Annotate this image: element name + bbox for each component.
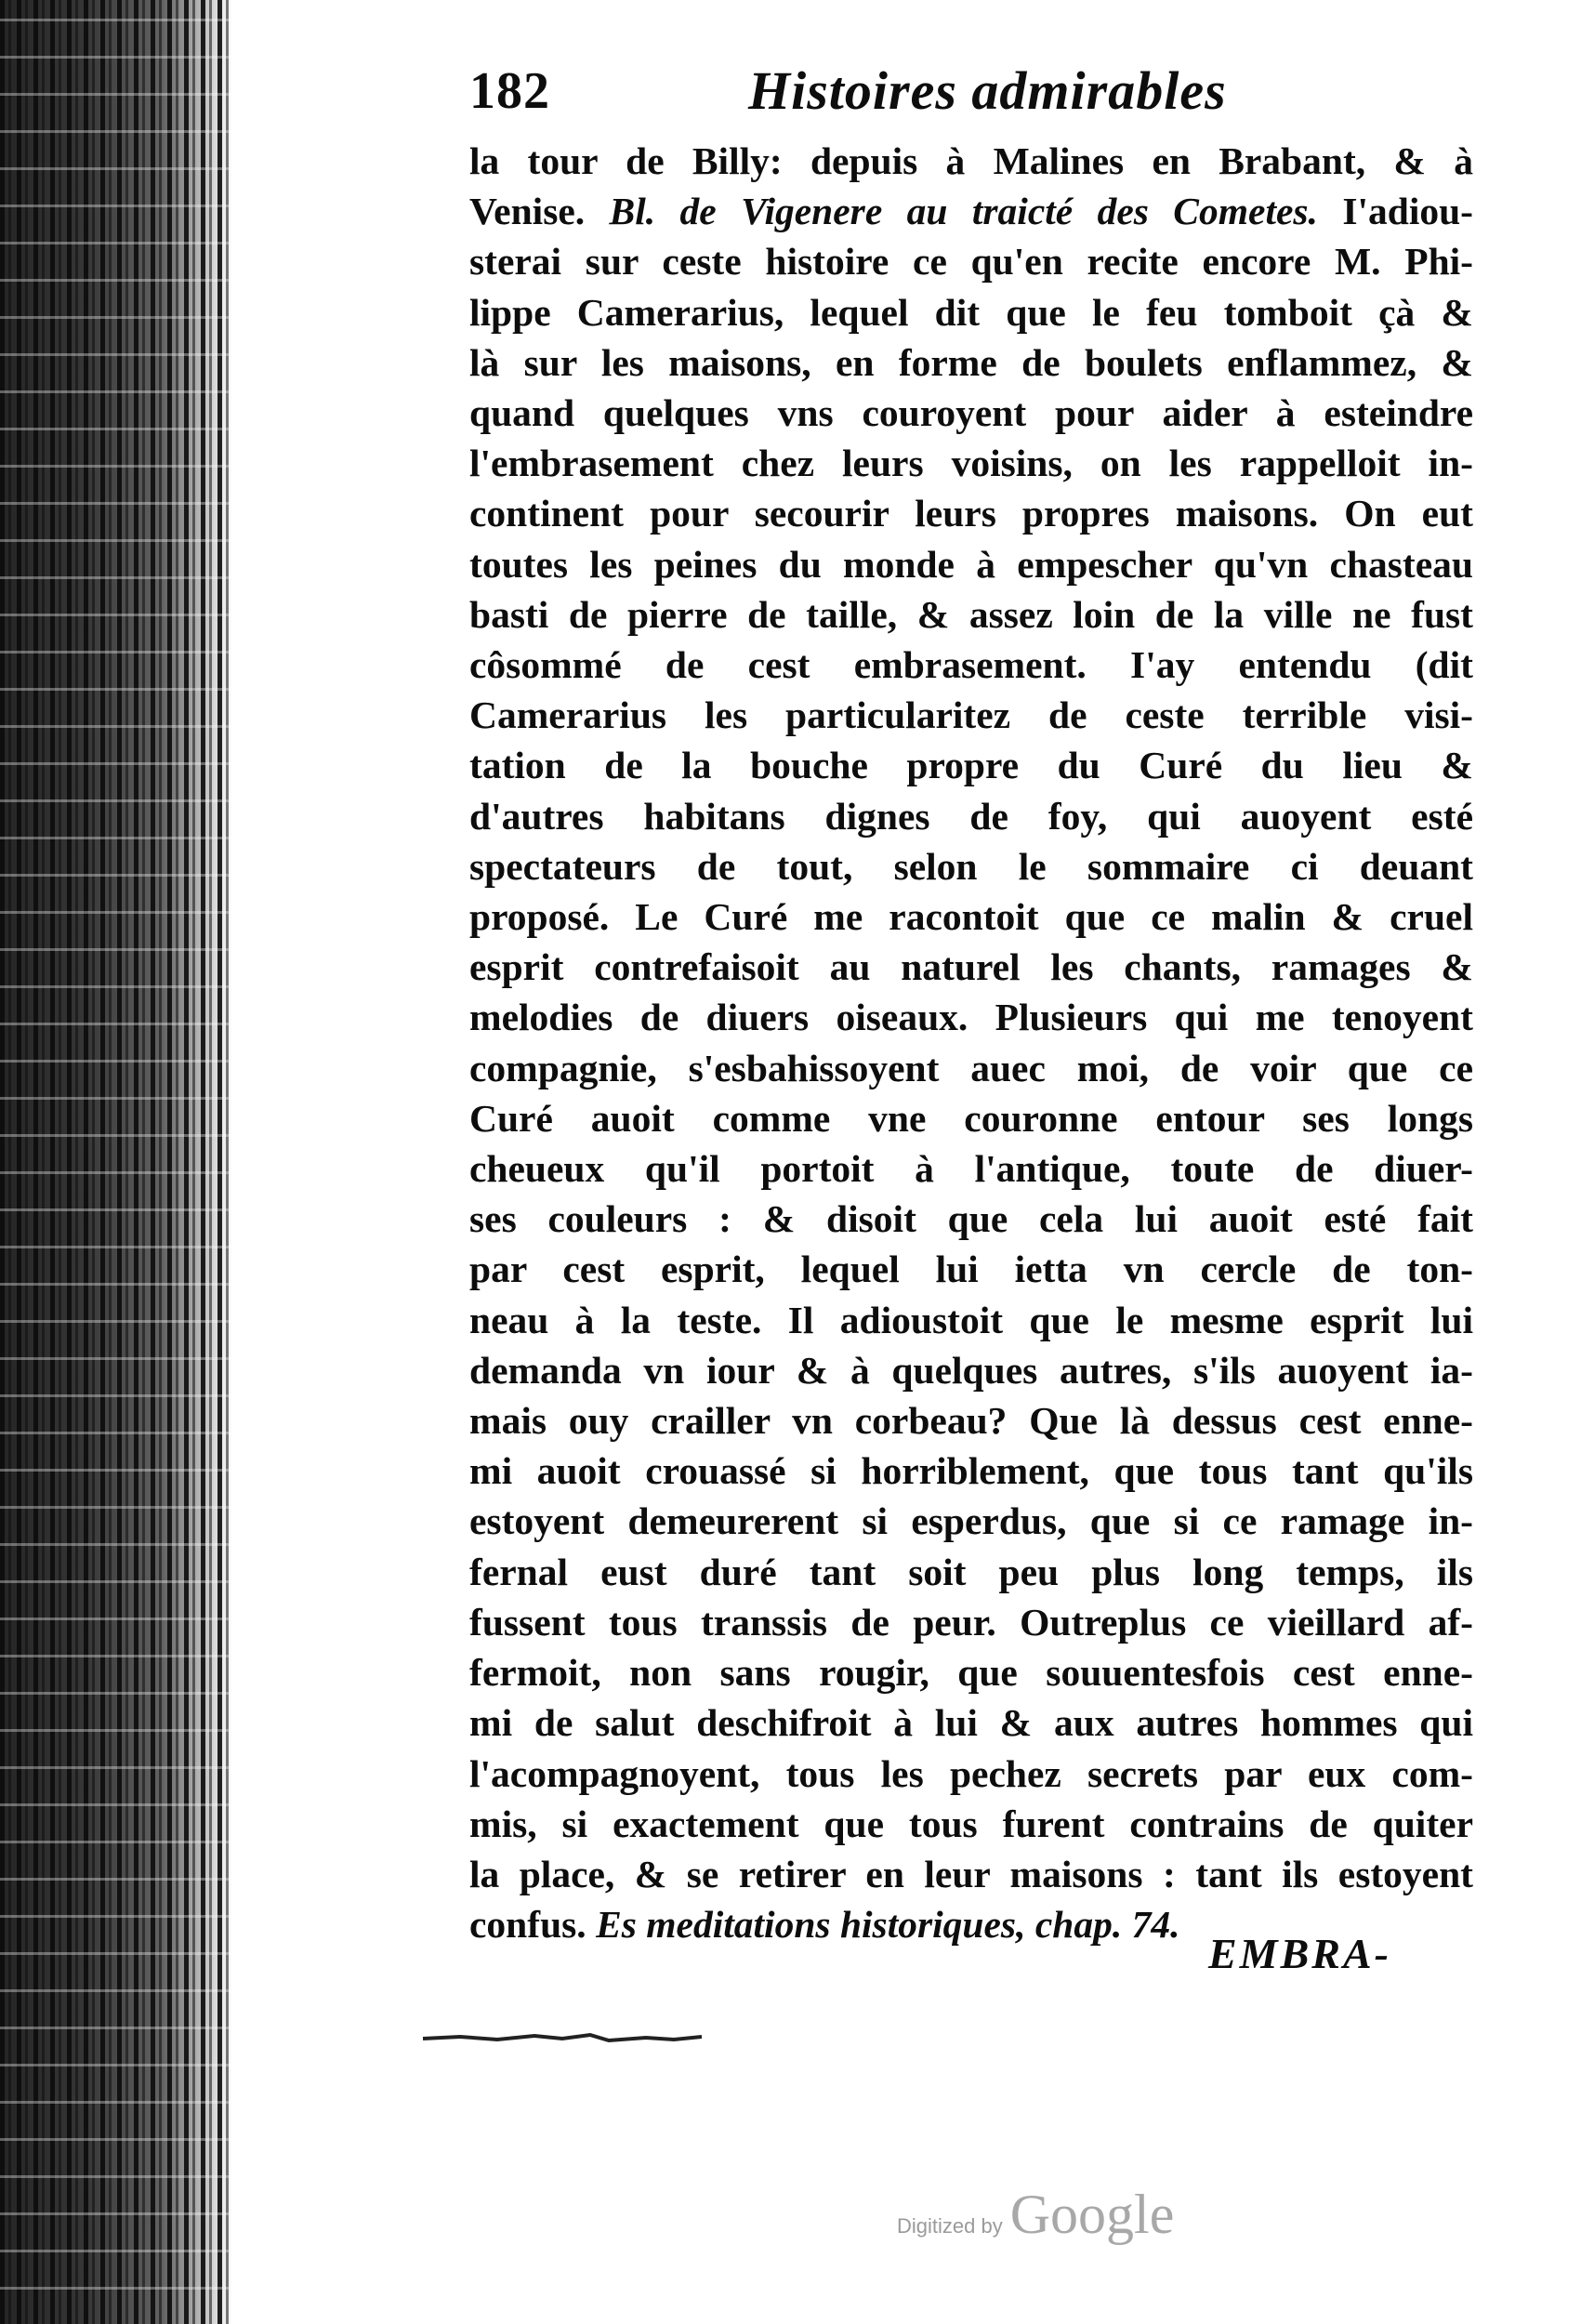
book-page [469, 56, 1473, 1949]
line-text: d'autres habitans dignes de foy, qui auoyent esté [469, 794, 1473, 838]
text-line [469, 1295, 1473, 1345]
text-line [469, 1244, 1473, 1294]
text-line [469, 1799, 1473, 1849]
text-line [469, 1194, 1473, 1244]
line-text: quand quelques vns couroyent pour aider à esteindre [469, 391, 1473, 435]
text-line [469, 1043, 1473, 1093]
digitized-by-label: Digitized by [897, 2214, 1003, 2238]
text-line [469, 236, 1473, 286]
text-line [469, 388, 1473, 438]
running-head [469, 56, 1473, 130]
text-line [469, 186, 1473, 236]
text-line [469, 740, 1473, 790]
line-text: fussent tous transsis de peur. Outreplus ce vieillard af- [469, 1600, 1473, 1644]
text-line [469, 488, 1473, 538]
line-text: sterai sur ceste histoire ce qu'en recite encore M. Phi- [469, 240, 1473, 284]
line-text: esprit contrefaisoit au naturel les chants, ramages & [469, 945, 1473, 989]
line-text: fermoit, non sans rougir, que souuentesfois cest enne- [469, 1651, 1473, 1695]
text-line [469, 942, 1473, 992]
text-line [469, 539, 1473, 589]
line-text: mi auoit crouassé si horriblement, que tous tant qu'ils [469, 1449, 1473, 1493]
text-line [469, 841, 1473, 891]
line-text: melodies de diuers oiseaux. Plusieurs qui me tenoyent [469, 996, 1473, 1039]
line-text: lippe Camerarius, lequel dit que le feu tomboit çà & [469, 290, 1473, 334]
text-line [469, 1697, 1473, 1748]
line-text: la tour de Billy: depuis à Malines en Brabant, & à [469, 139, 1473, 182]
text-line [469, 438, 1473, 488]
body-text [469, 136, 1473, 1949]
text-line [469, 287, 1473, 337]
line-text: mi de salut deschifroit à lui & aux autres hommes qui [469, 1701, 1473, 1745]
line-text: confus. [469, 1903, 586, 1947]
line-text: ses couleurs : & disoit que cela lui auoit esté fait [469, 1197, 1473, 1241]
citation: Es meditations historiques, chap. 74. [596, 1903, 1180, 1947]
line-text: continent pour secourir leurs propres maisons. On eut [469, 492, 1473, 535]
text-line [469, 1597, 1473, 1647]
line-text: spectateurs de tout, selon le sommaire ci deuant [469, 844, 1473, 888]
line-text: fernal eust duré tant soit peu plus long temps, ils [469, 1550, 1473, 1593]
line-text: l'embrasement chez leurs voisins, on les rappelloit in- [469, 442, 1473, 485]
text-line [469, 1849, 1473, 1899]
text-line [469, 1547, 1473, 1597]
text-line [469, 1143, 1473, 1194]
text-line [469, 1647, 1473, 1697]
line-text: neau à la teste. Il adioustoit que le mesme esprit lui [469, 1298, 1473, 1341]
text-line [469, 1093, 1473, 1143]
text-line [469, 337, 1473, 388]
line-text: cheueux qu'il portoit à l'antique, toute de diuer- [469, 1147, 1473, 1191]
line-text: l'acompagnoyent, tous les pechez secrets par eux com- [469, 1751, 1473, 1795]
page-number: 182 [469, 62, 550, 120]
line-text: Curé auoit comme vne couronne entour ses longs [469, 1096, 1473, 1140]
line-text: la place, & se retirer en leur maisons : tant ils estoyent [469, 1852, 1473, 1895]
text-line [469, 589, 1473, 640]
line-text: estoyent demeurerent si esperdus, que si ce ramage in- [469, 1499, 1473, 1543]
text-line [469, 1496, 1473, 1546]
line-text: Camerarius les particularitez de ceste terrible visi- [469, 693, 1473, 737]
binding-edge [0, 0, 232, 2324]
text-line [469, 891, 1473, 942]
line-text: mais ouy crailler vn corbeau? Que là dessus cest enne- [469, 1399, 1473, 1443]
line-text: demanda vn iour & à quelques autres, s'ils auoyent ia- [469, 1348, 1473, 1392]
line-text: côsommé de cest embrasement. I'ay entendu (dit [469, 643, 1473, 687]
google-logo: Google [1009, 2184, 1175, 2245]
line-text: Venise. [469, 190, 586, 233]
catchword: EMBRA- [1208, 1930, 1391, 1977]
line-text: compagnie, s'esbahissoyent auec moi, de voir que ce [469, 1046, 1473, 1089]
text-line [469, 1395, 1473, 1446]
line-text: toutes les peines du monde à empescher qu'vn chasteau [469, 542, 1473, 586]
text-line [469, 690, 1473, 740]
text-line [469, 640, 1473, 690]
citation: Bl. de Vigenere au traicté des Cometes. [609, 190, 1318, 233]
line-text: tation de la bouche propre du Curé du lieu & [469, 744, 1473, 787]
line-text-continued: I'adiou- [1317, 190, 1474, 233]
line-text: par cest esprit, lequel lui ietta vn cercle de ton- [469, 1248, 1473, 1291]
text-line [469, 136, 1473, 186]
text-line [469, 1345, 1473, 1395]
line-text: proposé. Le Curé me racontoit que ce malin & cruel [469, 895, 1473, 939]
line-text: là sur les maisons, en forme de boulets enflammez, & [469, 340, 1473, 384]
text-line [469, 992, 1473, 1042]
text-line [469, 1446, 1473, 1496]
digitized-by-google [897, 2183, 1174, 2247]
line-text: mis, si exactement que tous furent contrains de quiter [469, 1802, 1473, 1845]
ink-smudge [423, 2031, 702, 2044]
text-line [469, 791, 1473, 841]
text-line [469, 1749, 1473, 1799]
running-title: Histoires admirables [748, 60, 1227, 121]
line-text: basti de pierre de taille, & assez loin de la ville ne fust [469, 592, 1473, 636]
